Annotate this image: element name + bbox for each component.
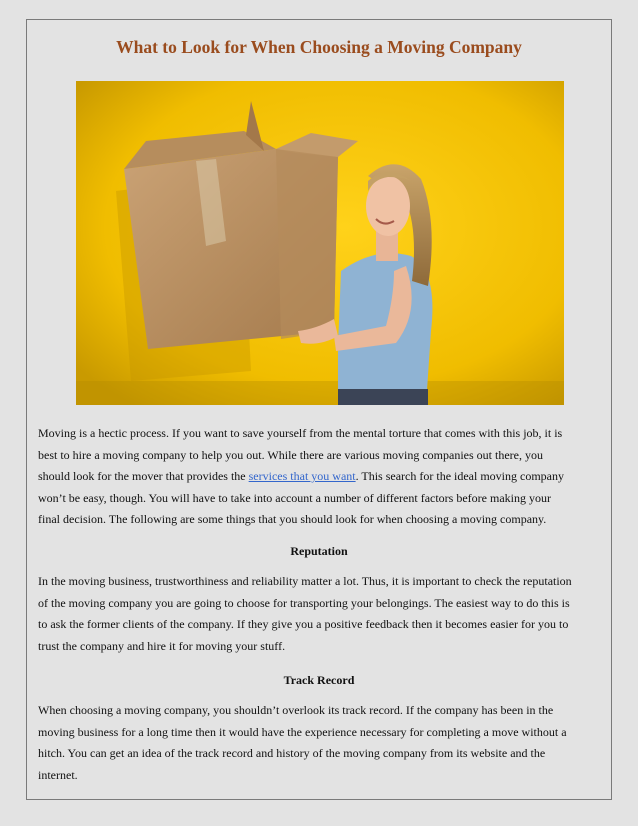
paragraph-line: internet. [38,767,78,782]
intro-line [38,466,596,488]
woman-carrying-box-photo [76,81,564,405]
section-heading-reputation: Reputation [290,544,348,558]
reputation-paragraph [38,571,596,657]
document-title: What to Look for When Choosing a Moving Company [116,37,522,57]
paragraph-line: When choosing a moving company, you shouldn’t overlook its track record. If the company has been in the [38,703,554,717]
intro-line: won’t be easy, though. You will have to take into account a number of different factors before making your [38,490,551,505]
intro-line: final decision. The following are some things that you should look for when choosing a moving company. [38,512,547,526]
paragraph-line: to ask the former clients of the company. If they give you a positive feedback then it becomes easier for you to [38,617,569,631]
paragraph-line: hitch. You can get an idea of the track record and history of the moving company from its website and the [38,746,546,760]
intro-text: . This search for the ideal moving company [355,469,564,483]
services-link[interactable]: services that you want [248,469,356,483]
document-page [26,19,612,800]
paragraph-line: trust the company and hire it for moving your stuff. [38,638,286,653]
track-record-paragraph [38,700,596,786]
paragraph-line: moving business for a long time then it would have the experience necessary for completing a move without a [38,724,567,739]
section-heading-track-record: Track Record [283,673,355,687]
intro-line: Moving is a hectic process. If you want to save yourself from the mental torture that comes with this job, it is [38,426,563,440]
intro-paragraph [38,423,596,531]
paragraph-line: of the moving company you are going to choose for transporting your belongings. The easiest way to do this is [38,595,570,610]
paragraph-line: In the moving business, trustworthiness and reliability matter a lot. Thus, it is important to check the reputation [38,574,572,588]
intro-line: best to hire a moving company to help you out. While there are various moving companies out there, you [38,447,543,462]
intro-text: should look for the mover that provides the [38,469,249,483]
